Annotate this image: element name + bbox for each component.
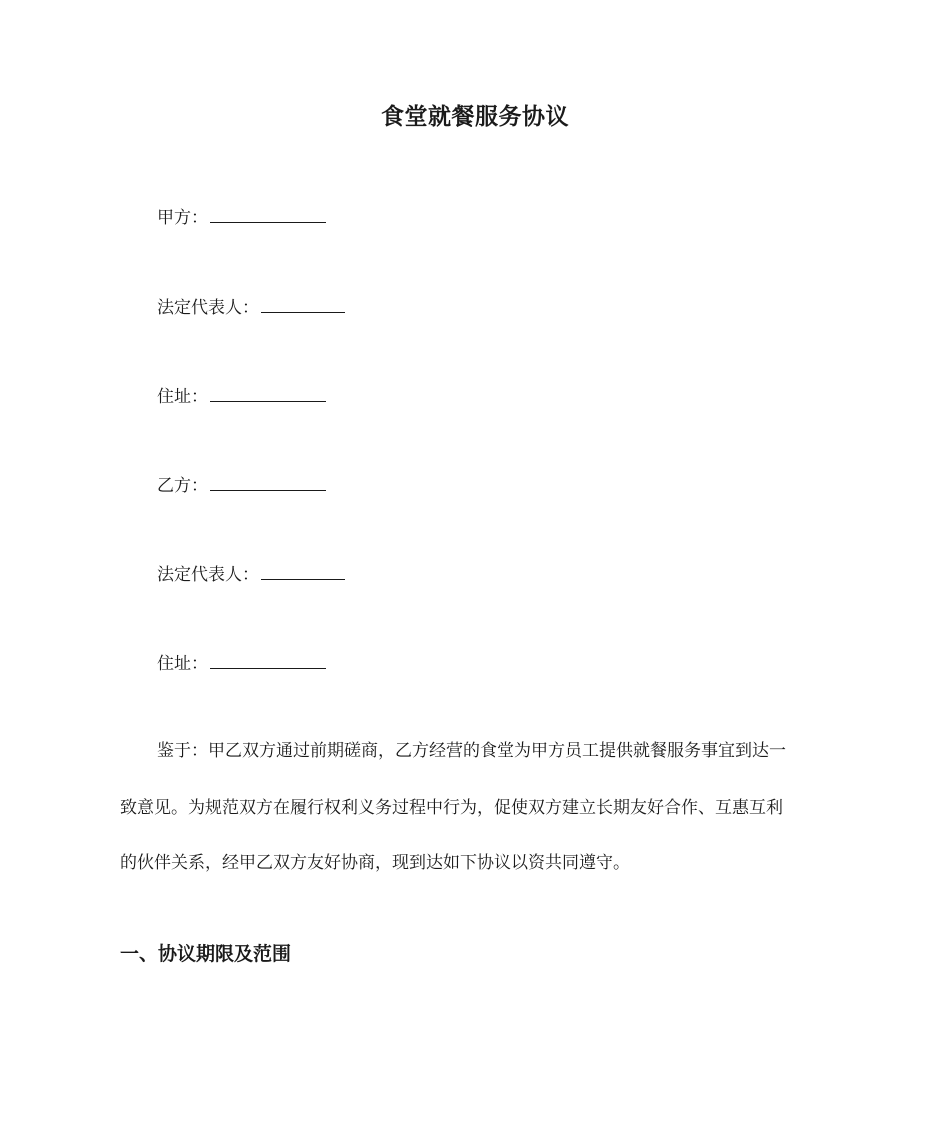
party-b-legal-rep-label: 法定代表人： xyxy=(157,565,259,585)
party-a-address-label: 住址： xyxy=(157,387,208,407)
party-a-legal-rep-label: 法定代表人： xyxy=(157,298,259,318)
party-b-legal-rep-blank xyxy=(261,561,345,580)
preamble-line: 致意见。为规范双方在履行权利义务过程中行为，促使双方建立长期友好合作、互惠互利 xyxy=(120,798,783,818)
party-b-address-label: 住址： xyxy=(157,654,208,674)
party-b-field xyxy=(157,472,326,498)
party-a-address-field xyxy=(157,383,326,409)
preamble-line: 的伙伴关系，经甲乙双方友好协商，现到达如下协议以资共同遵守。 xyxy=(120,853,630,873)
party-b-blank xyxy=(210,472,326,491)
party-a-label: 甲方： xyxy=(157,208,208,228)
party-b-legal-rep-field xyxy=(157,561,345,587)
party-b-label: 乙方： xyxy=(157,476,208,496)
party-b-address-field xyxy=(157,650,326,676)
party-a-field xyxy=(157,204,326,230)
preamble-line: 鉴于：甲乙双方通过前期磋商，乙方经营的食堂为甲方员工提供就餐服务事宜到达一 xyxy=(157,741,786,761)
party-a-legal-rep-field xyxy=(157,294,345,320)
party-b-address-blank xyxy=(210,650,326,669)
party-a-legal-rep-blank xyxy=(261,294,345,313)
party-a-blank xyxy=(210,204,326,223)
document-title: 食堂就餐服务协议 xyxy=(381,104,569,130)
party-a-address-blank xyxy=(210,383,326,402)
section-1-heading: 一、协议期限及范围 xyxy=(120,943,292,965)
